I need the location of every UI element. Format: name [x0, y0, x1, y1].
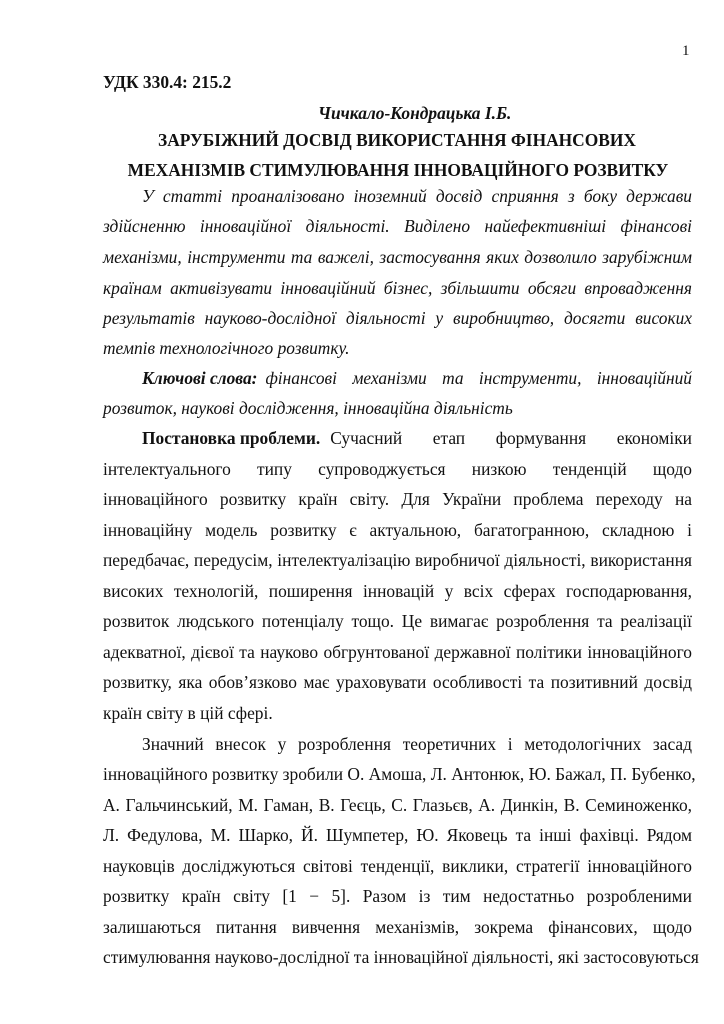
page-number: 1: [682, 43, 690, 59]
paragraph-line: країн світу в цій сфері.: [103, 703, 273, 723]
title-line-1: ЗАРУБІЖНИЙ ДОСВІД ВИКОРИСТАННЯ ФІНАНСОВИХ: [158, 130, 636, 150]
keywords-text: фінансові механізми та інструменти, інноваційний: [265, 368, 692, 388]
paragraph-line: стимулювання науково-дослідної та інноваційної діяльності, які застосовуються: [103, 947, 699, 967]
paragraph-line: інтелектуального типу супроводжується низкою тенденцій щодо: [103, 459, 692, 479]
keywords-line: [142, 367, 692, 389]
abstract-line: країнам активізувати інноваційний бізнес, збільшити обсяги впровадження: [103, 278, 692, 298]
abstract-line: механізми, інструменти та важелі, застосування яких дозволило зарубіжним: [103, 247, 692, 267]
paragraph-line: Значний внесок у розроблення теоретичних і методологічних засад: [142, 734, 692, 754]
paragraph-line: інноваційного розвитку зробили О. Амоша, Л. Антонюк, Ю. Бажал, П. Бубенко,: [103, 764, 696, 784]
paragraph-line: розвитку, яка обов’язково має ураховувати особливості та позитивний досвід: [103, 672, 692, 692]
abstract-line: здійсненню інноваційної діяльності. Виділено найефективніші фінансові: [103, 216, 692, 236]
paragraph-line: високих технологій, поширення інновацій у всіх сферах господарювання,: [103, 581, 692, 601]
keywords-text: розвиток, наукові дослідження, інноваційна діяльність: [103, 398, 513, 418]
paragraph-line: інноваційну модель розвитку є актуальною, багатогранною, складною і: [103, 520, 692, 540]
abstract-line: темпів технологічного розвитку.: [103, 338, 350, 358]
paragraph-line: передбачає, передусім, інтелектуалізацію виробничої діяльності, використання: [103, 550, 692, 570]
section-label: Постановка проблеми.: [142, 428, 321, 448]
paragraph-line: науковців досліджуються світові тенденції, виклики, стратегії інноваційного: [103, 856, 692, 876]
paragraph-line: адекватної, дієвої та науково обгрунтованої державної політики інноваційного: [103, 642, 692, 662]
udc-code: УДК 330.4: 215.2: [103, 72, 232, 92]
paragraph-line: інноваційного розвитку країн світу. Для України проблема переходу на: [103, 489, 692, 509]
paragraph-line: розвиток людського потенціалу тощо. Це вимагає розроблення та реалізації: [103, 611, 692, 631]
paragraph-line: розвитку країн світу [1 − 5]. Разом із тим недостатньо розробленими: [103, 886, 692, 906]
abstract-line: результатів науково-дослідної діяльності у виробництво, досягти високих: [103, 308, 692, 328]
paragraph-line: Л. Федулова, М. Шарко, Й. Шумпетер, Ю. Яковець та інші фахівці. Рядом: [103, 825, 692, 845]
abstract-line: У статті проаналізовано іноземний досвід сприяння з боку держави: [142, 186, 692, 206]
paragraph-line: [142, 427, 692, 449]
title-line-2: МЕХАНІЗМІВ СТИМУЛЮВАННЯ ІННОВАЦІЙНОГО РОЗВИТКУ: [127, 160, 669, 180]
author-name: Чичкало-Кондрацька І.Б.: [318, 103, 512, 123]
paragraph-text: Сучасний етап формування економіки: [330, 428, 692, 448]
paragraph-line: залишаються питання вивчення механізмів, зокрема фінансових, щодо: [103, 917, 692, 937]
paragraph-line: А. Гальчинський, М. Гаман, В. Геєць, С. Глазьєв, А. Динкін, В. Семиноженко,: [103, 795, 692, 815]
keywords-label: Ключові слова:: [142, 368, 258, 388]
